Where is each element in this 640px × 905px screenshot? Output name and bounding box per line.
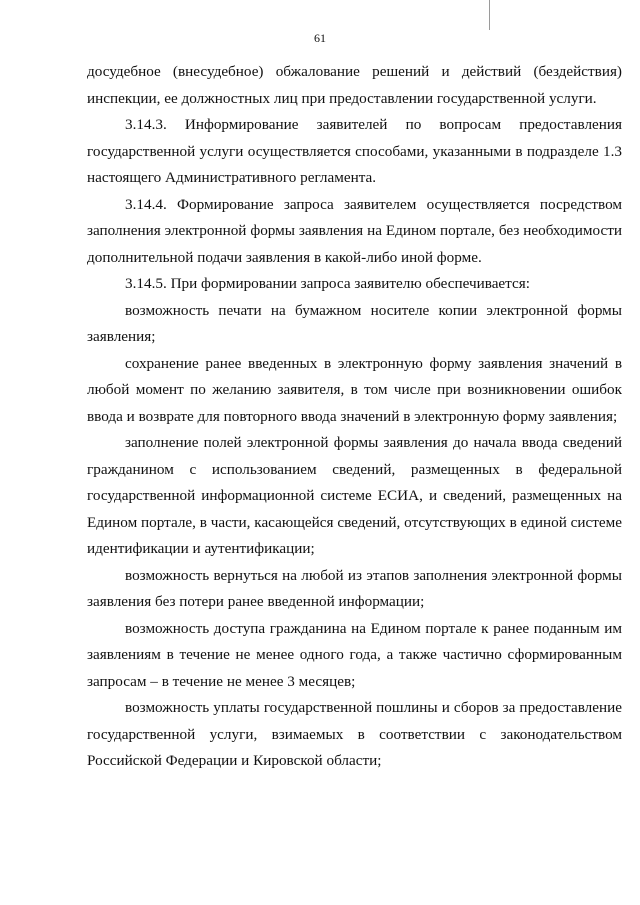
- paragraph-3-14-3: 3.14.3. Информирование заявителей по вопросам предоставления государственной услуги осуществляется способами, указанными в подразделе 1.3 настоящего Административного регламента.: [87, 116, 622, 186]
- list-item-access-applications: возможность доступа гражданина на Едином портале к ранее поданным им заявлениям в течение не менее одного года, а также частично сформированным запросам – в течение не менее 3 месяцев;: [87, 619, 622, 690]
- list-item-save-values: сохранение ранее введенных в электронную форму заявления значений в любой момент по желанию заявителя, в том числе при возникновении ошибок ввода и возврате для повторного ввода значений в электронную форму заявления;: [87, 354, 622, 425]
- list-item-payment: возможность уплаты государственной пошлины и сборов за предоставление государственной услуги, взимаемых в соответствии с законодательством Российской Федерации и Кировской области;: [87, 699, 622, 769]
- list-item-autofill: заполнение полей электронной формы заявления до начала ввода сведений гражданином с использованием сведений, размещенных в федеральной государственной информационной системе ЕСИА, и сведений, размещенных на Едином портале, в части, касающейся сведений, отсутствующих в единой системе идентификации и аутентификации;: [87, 434, 622, 557]
- paragraph-3-14-5: 3.14.5. При формировании запроса заявителю обеспечивается:: [125, 275, 530, 292]
- list-item-return-to-step: возможность вернуться на любой из этапов заполнения электронной формы заявления без потери ранее введенной информации;: [87, 566, 622, 610]
- document-body: [87, 59, 622, 775]
- paragraph-continuation: досудебное (внесудебное) обжалование решений и действий (бездействия) инспекции, ее должностных лиц при предоставлении государственной услуги.: [87, 63, 622, 107]
- paragraph-3-14-4: 3.14.4. Формирование запроса заявителем осуществляется посредством заполнения электронной формы заявления на Едином портале, без необходимости дополнительной подачи заявления в какой-либо иной форме.: [87, 195, 622, 266]
- list-item-print: возможность печати на бумажном носителе копии электронной формы заявления;: [87, 301, 622, 345]
- scan-edge-line: [489, 0, 490, 30]
- page-number: 61: [314, 31, 326, 45]
